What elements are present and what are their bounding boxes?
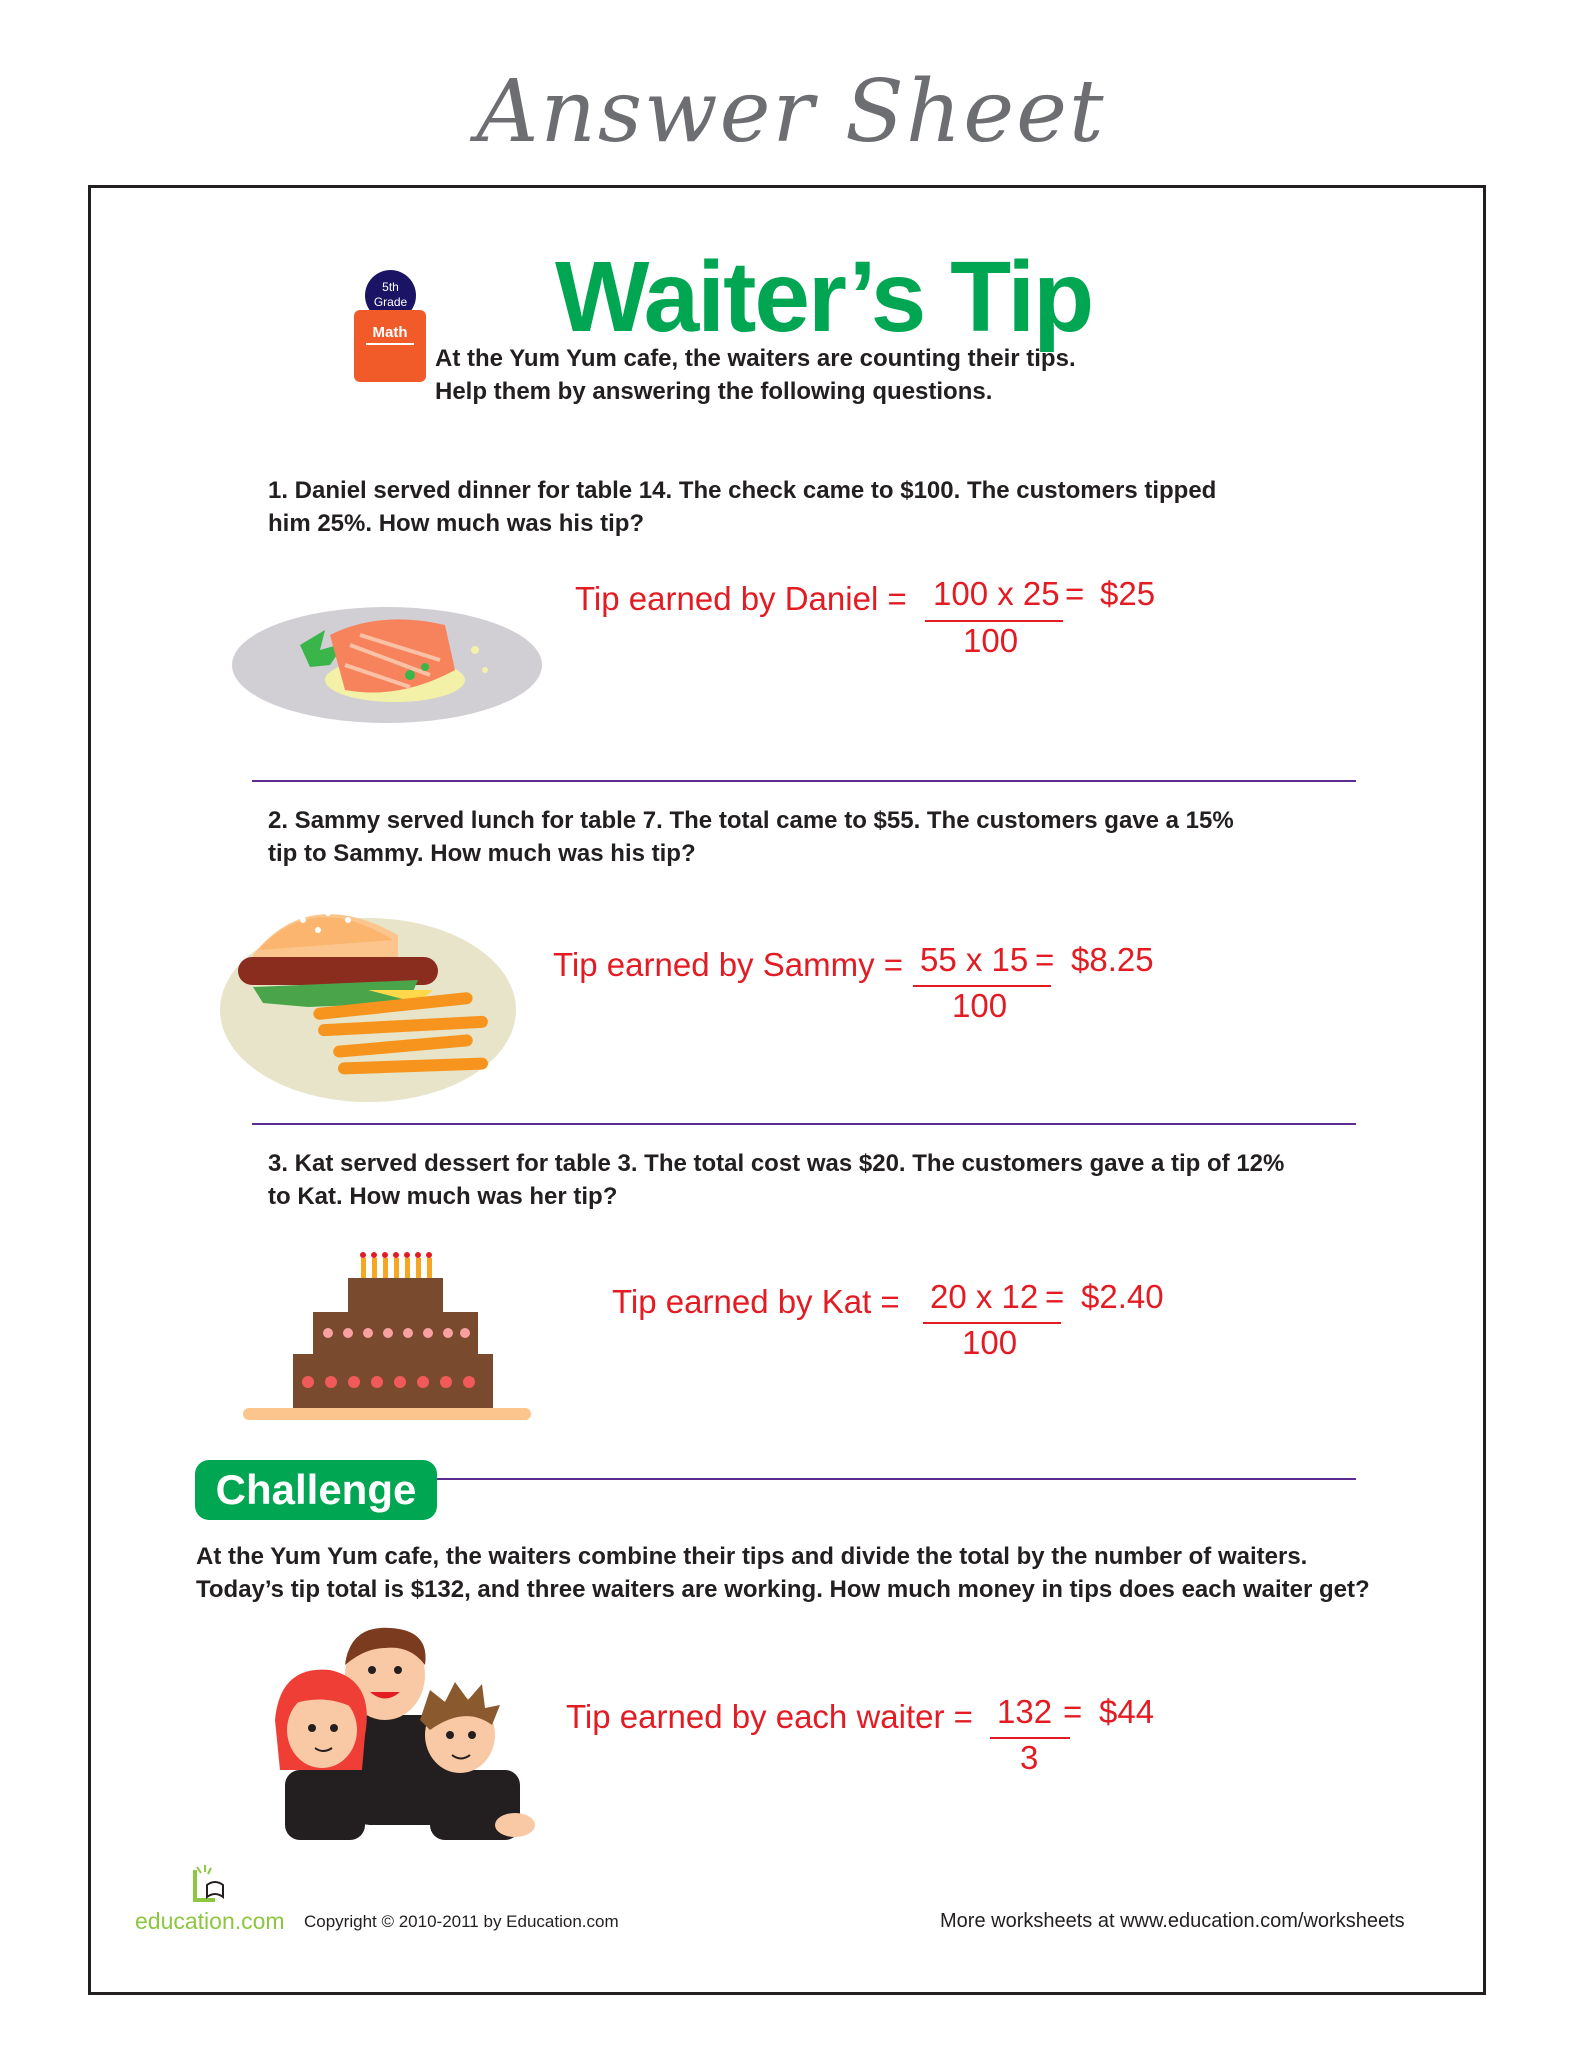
- copyright-text: Copyright © 2010-2011 by Education.com: [304, 1912, 619, 1931]
- question-1-line-2: him 25%. How much was his tip?: [268, 510, 645, 537]
- answer-3-denominator: 100: [962, 1324, 1018, 1361]
- challenge-answer-label: Tip earned by each waiter =: [566, 1698, 973, 1735]
- section-divider-2: [252, 1123, 1356, 1125]
- answer-2-equals: =: [1035, 941, 1055, 978]
- answer-3-numerator: 20 x 12: [930, 1278, 1039, 1315]
- sheet-heading: Answer Sheet: [476, 62, 1106, 162]
- answer-1-denominator: 100: [963, 622, 1019, 659]
- challenge-answer-numerator: 132: [997, 1693, 1053, 1730]
- question-1-line-1: 1. Daniel served dinner for table 14. The check came to $100. The customers tipped: [268, 477, 1217, 504]
- intro-line-1: At the Yum Yum cafe, the waiters are counting their tips.: [435, 345, 1076, 372]
- answer-1-equals: =: [1065, 575, 1085, 612]
- challenge-tag: Challenge: [195, 1460, 437, 1520]
- question-2-line-2: tip to Sammy. How much was his tip?: [268, 840, 696, 867]
- question-2-line-1: 2. Sammy served lunch for table 7. The total came to $55. The customers gave a 15%: [268, 807, 1234, 834]
- challenge-answer-equals: =: [1063, 1693, 1083, 1730]
- challenge-divider: [437, 1478, 1356, 1480]
- burger-plate-illustration: [218, 895, 518, 1105]
- answer-2-result: $8.25: [1071, 941, 1154, 978]
- worksheet-title: Waiter’s Tip: [555, 241, 1093, 353]
- intro-line-2: Help them by answering the following questions.: [435, 378, 993, 405]
- answer-2-label: Tip earned by Sammy =: [553, 946, 904, 983]
- section-divider-1: [252, 780, 1356, 782]
- answer-3-equals: =: [1045, 1278, 1065, 1315]
- challenge-line-1: At the Yum Yum cafe, the waiters combine their tips and divide the total by the number of waiters.: [196, 1543, 1308, 1570]
- salmon-plate-illustration: [230, 605, 545, 725]
- cake-illustration: [243, 1250, 533, 1425]
- answer-1-result: $25: [1100, 575, 1156, 612]
- challenge-answer-result: $44: [1099, 1693, 1155, 1730]
- challenge-line-2: Today’s tip total is $132, and three waiters are working. How much money in tips does each waiter get?: [196, 1576, 1370, 1603]
- waiters-illustration: [270, 1620, 540, 1850]
- question-3-line-2: to Kat. How much was her tip?: [268, 1183, 618, 1210]
- answer-1-label: Tip earned by Daniel =: [575, 580, 907, 617]
- education-logo-icon: [185, 1865, 235, 1905]
- answer-3-label: Tip earned by Kat =: [612, 1283, 900, 1320]
- answer-1-numerator: 100 x 25: [933, 575, 1060, 612]
- grade-badge-line1: 5th: [382, 280, 399, 294]
- answer-2-denominator: 100: [952, 987, 1008, 1024]
- subject-badge: [354, 310, 426, 382]
- education-logo-text: education.com: [135, 1908, 285, 1934]
- question-3-line-1: 3. Kat served dessert for table 3. The total cost was $20. The customers gave a tip of 12%: [268, 1150, 1285, 1177]
- more-worksheets-text: More worksheets at www.education.com/worksheets: [940, 1910, 1405, 1932]
- answer-3-result: $2.40: [1081, 1278, 1164, 1315]
- grade-badge-line2: Grade: [373, 295, 408, 309]
- subject-badge-label: Math: [366, 324, 414, 345]
- answer-2-numerator: 55 x 15: [920, 941, 1029, 978]
- challenge-answer-denominator: 3: [1020, 1739, 1039, 1776]
